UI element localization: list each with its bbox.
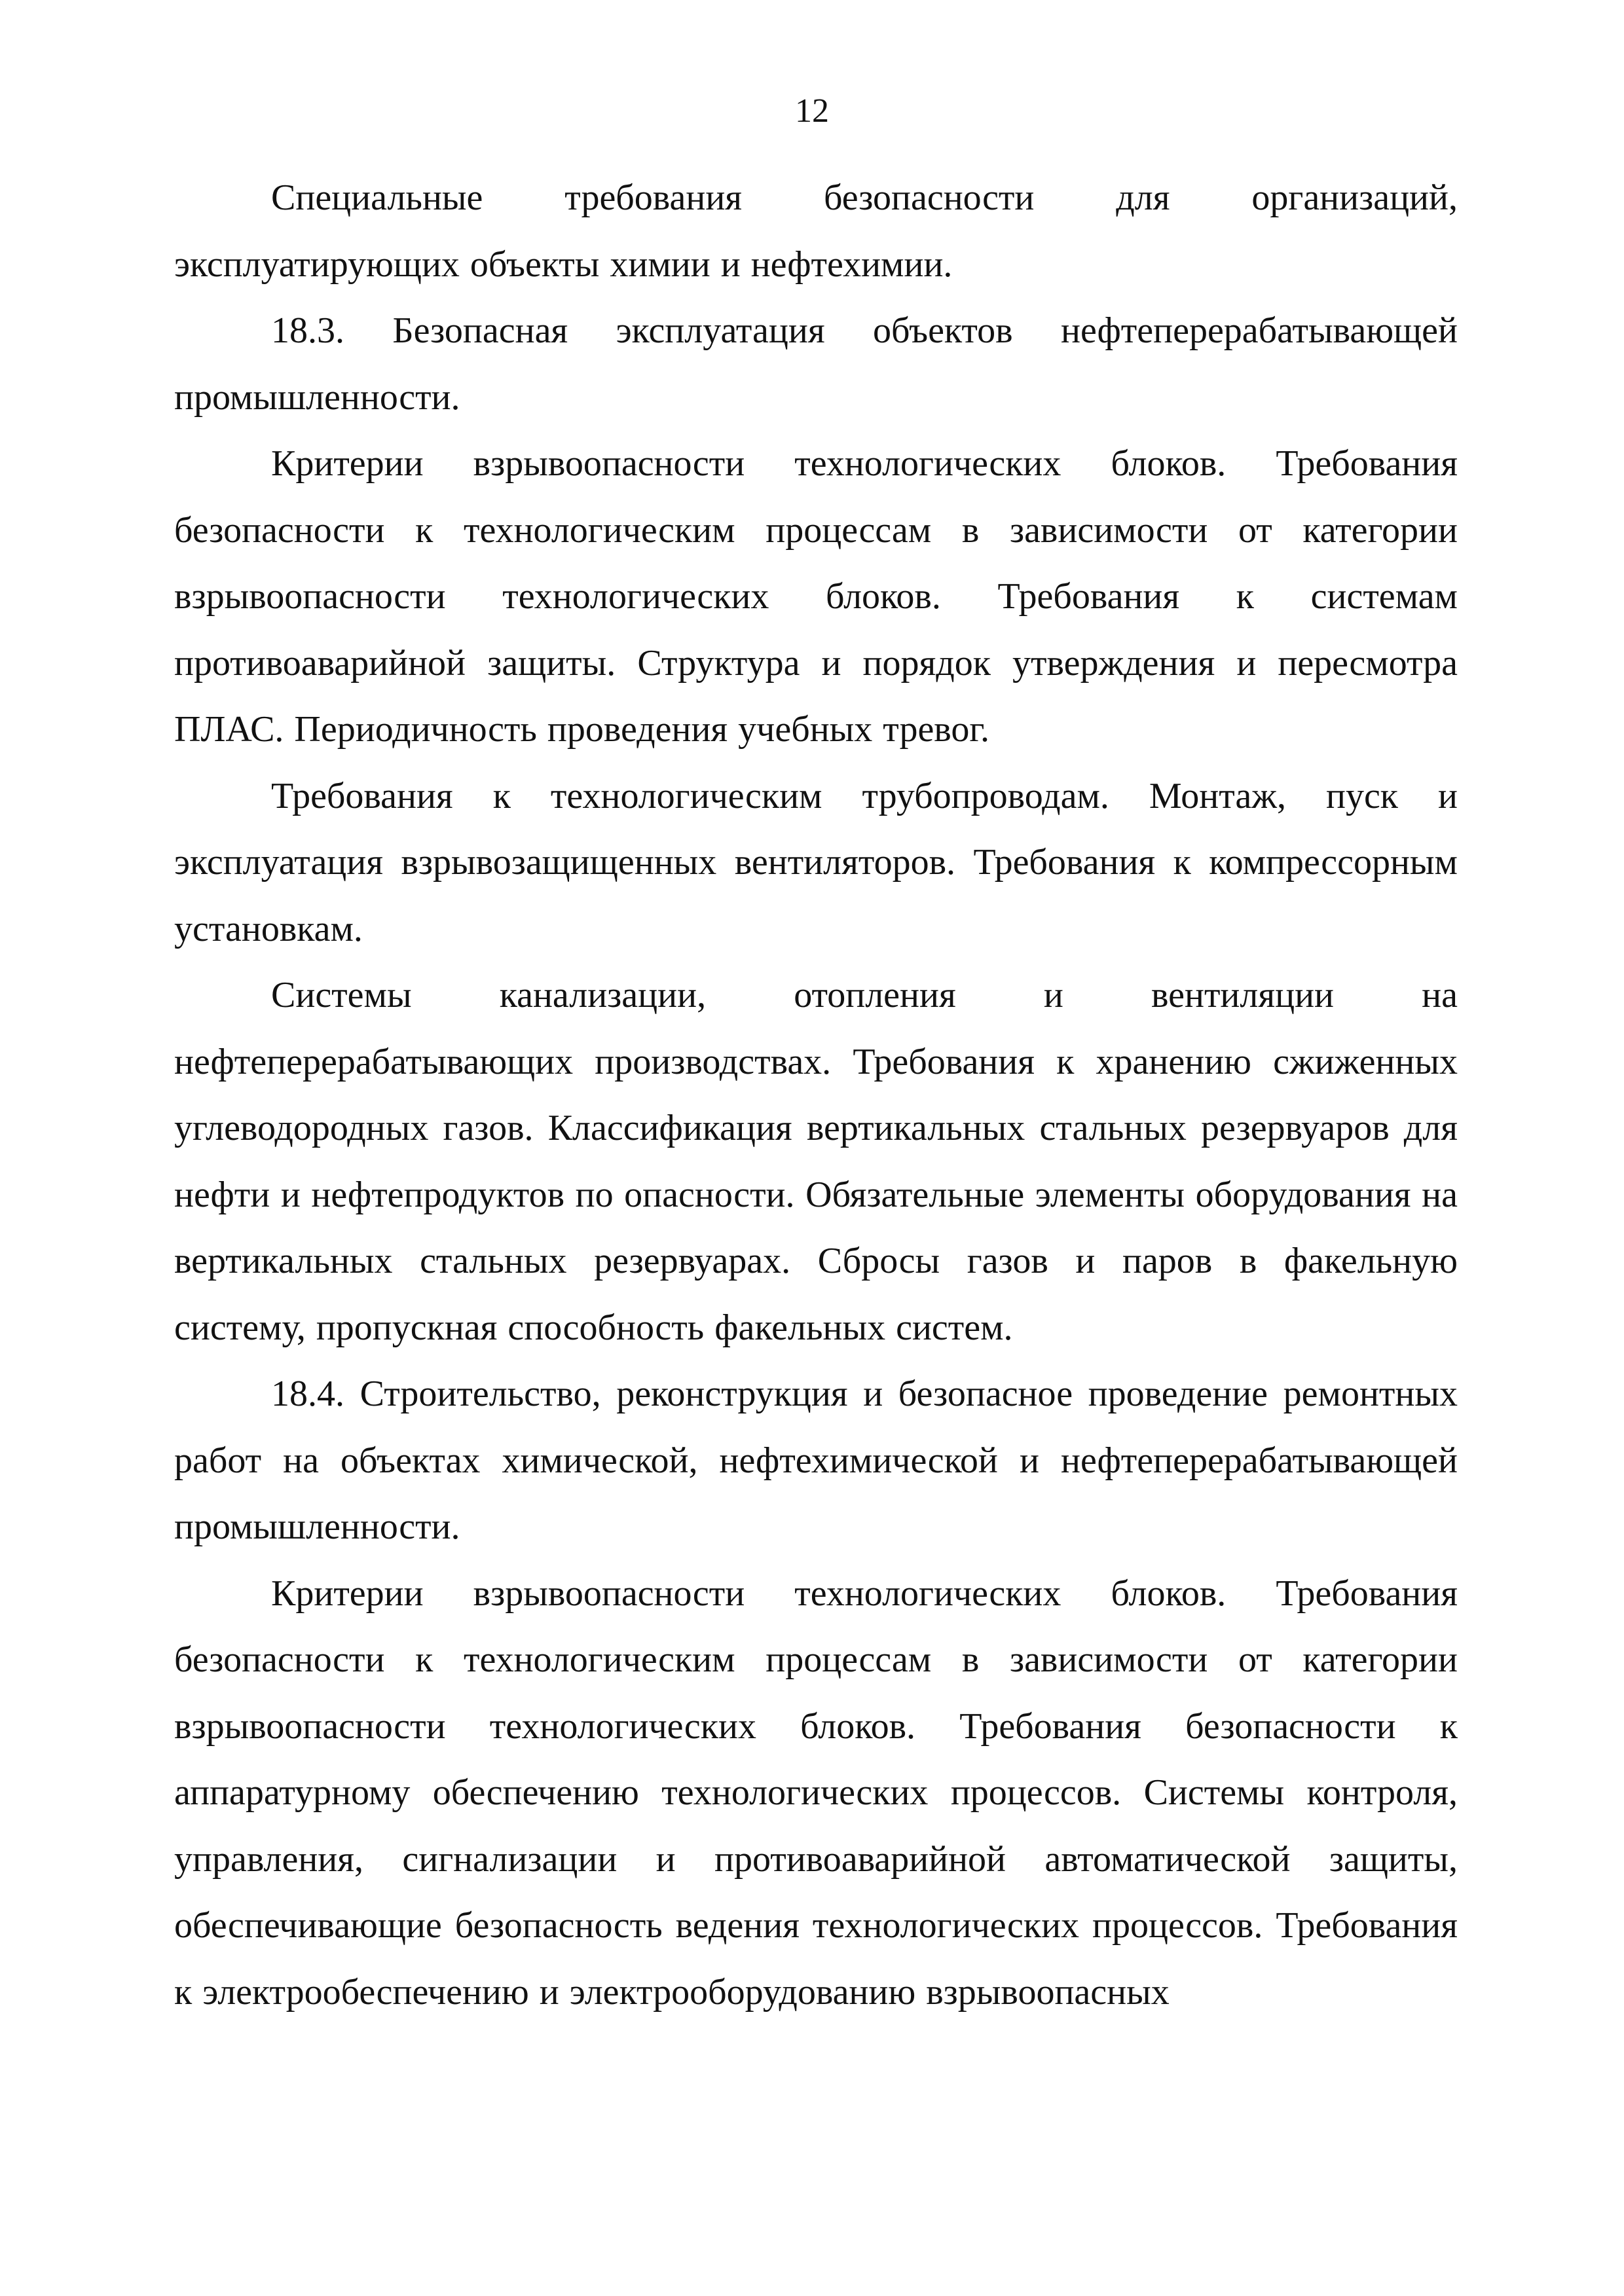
page-number: 12	[795, 92, 829, 130]
paragraph-explosion-criteria: Критерии взрывоопасности технологических блоков. Требования безопасности к технологическим процессам в зависимости от категории взрывоопасности технологических блоков. Требования к системам противоаварийной защиты. Структура и порядок утверждения и пересмотра ПЛАС. Периодичность проведения учебных тревог.	[174, 443, 1458, 750]
paragraph-explosion-criteria-2: Критерии взрывоопасности технологических блоков. Требования безопасности к технологическим процессам в зависимости от категории взрывоопасности технологических блоков. Требования безопасности к аппаратурному обеспечению технологических процессов. Системы контроля, управления, сигнализации и противоаварийной автоматической защиты, обеспечивающие безопасность ведения технологических процессов. Требования к электрообеспечению и электрооборудованию взрывоопасных	[174, 1573, 1458, 2013]
paragraph-special-requirements: Специальные требования безопасности для организаций, эксплуатирующих объекты химии и нефтехимии.	[174, 177, 1458, 285]
section-heading-18-3: 18.3. Безопасная эксплуатация объектов нефтеперерабатывающей промышленности.	[174, 310, 1458, 418]
paragraph-sewage-systems: Системы канализации, отопления и вентиляции на нефтеперерабатывающих производствах. Требования к хранению сжиженных углеводородных газов. Классификация вертикальных стальных резервуаров для нефти и нефтепродуктов по опасности. Обязательные элементы оборудования на вертикальных стальных резервуарах. Сбросы газов и паров в факельную систему, пропускная способность факельных систем.	[174, 975, 1458, 1348]
paragraph-pipelines: Требования к технологическим трубопроводам. Монтаж, пуск и эксплуатация взрывозащищенных вентиляторов. Требования к компрессорным установкам.	[174, 775, 1458, 949]
section-heading-18-4: 18.4. Строительство, реконструкция и безопасное проведение ремонтных работ на объектах химической, нефтехимической и нефтеперерабатывающей промышленности.	[174, 1374, 1458, 1547]
document-body	[174, 165, 1458, 2026]
